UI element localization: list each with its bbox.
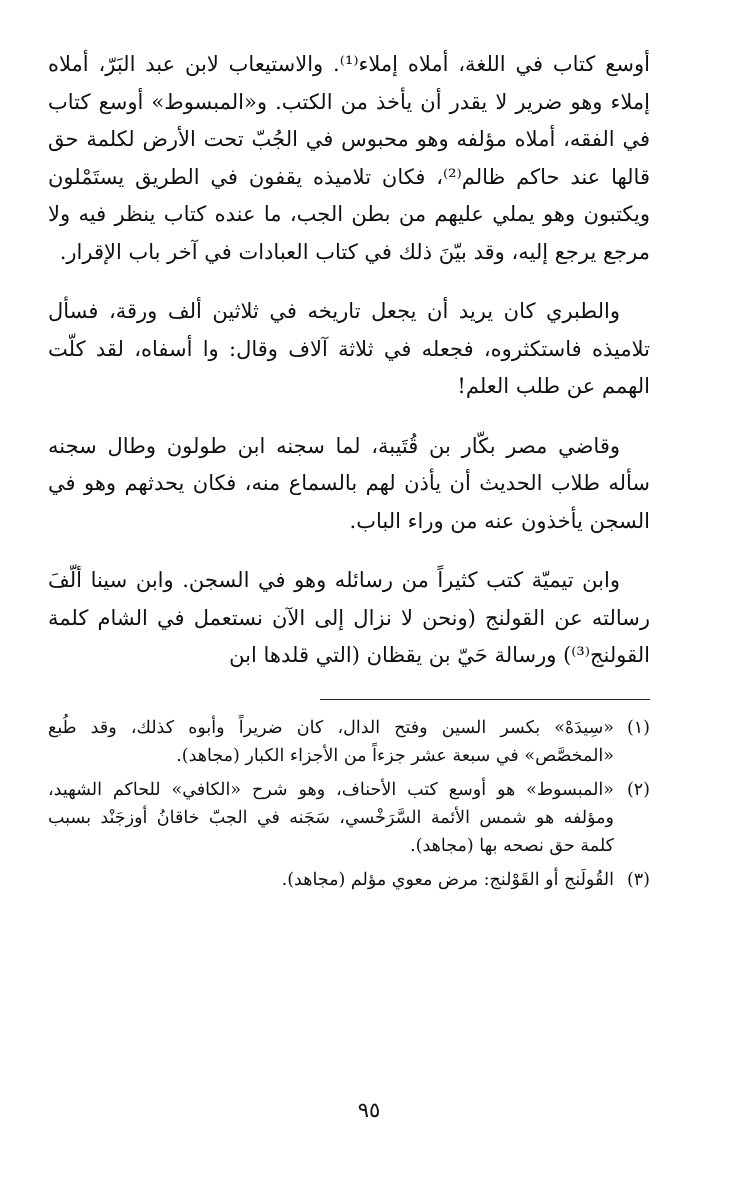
footnote-number: (١) [626,717,650,738]
footnote-1 [48,714,650,770]
footnote-number: (٣) [626,869,650,890]
footnote-text: «سِيدَهْ» بكسر السين وفتح الدال، كان ضريراً وأبوه كذلك، وقد طُبع «المخصَّص» في سبعة عشر جزءاً من الأجزاء الكبار (مجاهد). [48,717,614,766]
footnote-text: القُولَنج أو القَوْلنج: مرض معوي مؤلم (مجاهد). [281,869,614,890]
paragraph-4: وابن تيميّة كتب كثيراً من رسائله وهو في السجن. وابن سينا ألّفَ رسالته عن القولنج (ونحن لا نزال إلى الآن نستعمل في الشام كلمة القولنج⁽³⁾) ورسالة حَيّ بن يقظان (التي قلدها ابن [48,568,650,667]
main-text [48,46,650,675]
footnote-2 [48,776,650,860]
footnote-divider [320,699,650,700]
page [48,46,650,1193]
footnote-number: (٢) [626,779,650,800]
paragraph-1: أوسع كتاب في اللغة، أملاه إملاء⁽¹⁾. والاستيعاب لابن عبد البَرّ، أملاه إملاء وهو ضرير لا يقدر أن يأخذ من الكتب. و«المبسوط» أوسع كتاب في الفقه، أملاه مؤلفه وهو محبوس في الجُبّ تحت الأرض لكلمة حق قالها عند حاكم ظالم⁽²⁾، فكان تلاميذه يقفون في الطريق يستَمْلون ويكتبون وهو يملي عليهم من بطن الجب، ما عنده كتاب ينظر فيه ولا مرجع يرجع إليه، وقد بيّنَ ذلك في كتاب العبادات في آخر باب الإقرار. [48,52,650,264]
paragraph-3: وقاضي مصر بكّار بن قُتَيبة، لما سجنه ابن طولون وطال سجنه سأله طلاب الحديث أن يأذن لهم بالسماع منه، فكان يحدثهم وهو في السجن يأخذون عنه من وراء الباب. [48,433,650,533]
footnote-text: «المبسوط» هو أوسع كتب الأحناف، وهو شرح «الكافي» للحاكم الشهيد، ومؤلفه هو شمس الأئمة السَّرَخْسي، سَجَنه في الجبّ خاقانُ أوزجَنْد بسبب كلمة حق نصحه بها (مجاهد). [48,779,614,856]
footnotes [48,714,650,894]
page-number: ٩٥ [357,1098,381,1122]
paragraph-2: والطبري كان يريد أن يجعل تاريخه في ثلاثين ألف ورقة، فسأل تلاميذه فاستكثروه، فجعله في ثلاثة آلاف وقال: وا أسفاه، لقد كلّت الهمم عن طلب العلم! [48,299,650,398]
footnote-3 [48,866,650,894]
